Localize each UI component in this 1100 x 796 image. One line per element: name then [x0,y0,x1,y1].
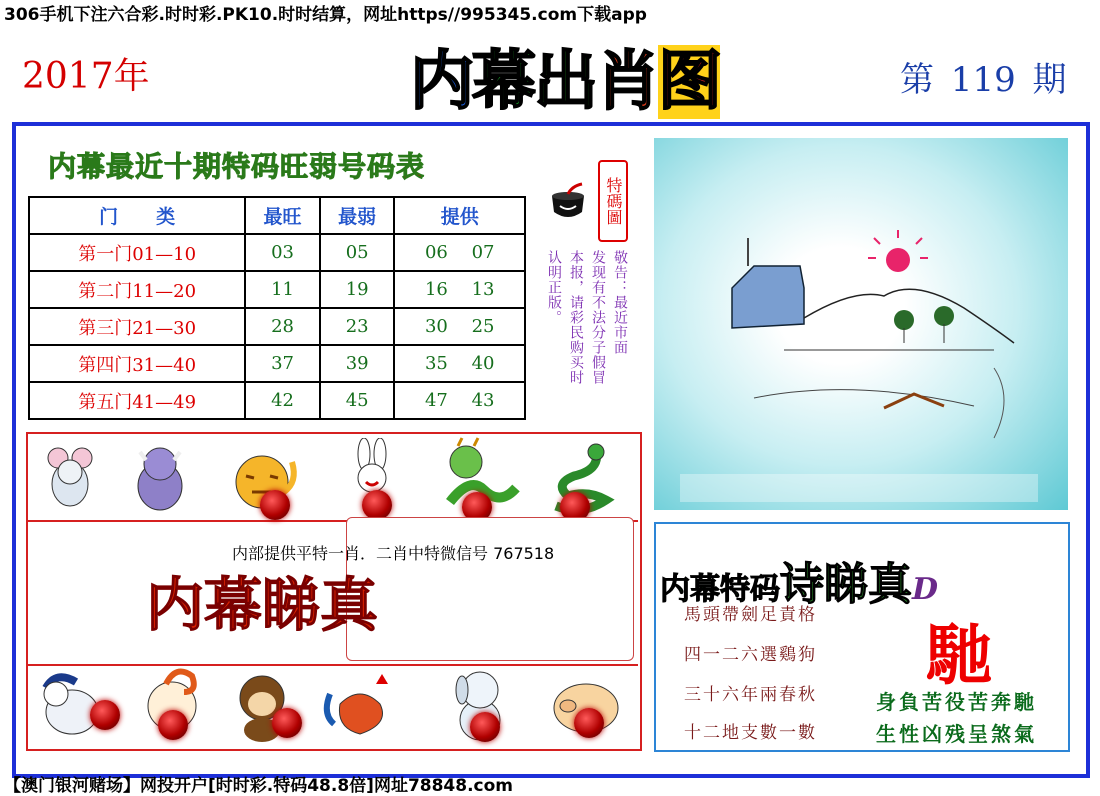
header-door: 门 类 [29,197,245,234]
landscape-image [654,138,1068,510]
notice-col-4: 认明正版。 [546,250,562,325]
tip-text: 内部提供平特一肖．二肖中特微信号 767518 [232,544,555,563]
main-title-char: 图 [658,45,720,119]
provide-cell: 30 25 [394,308,525,345]
main-title-char: 肖 [596,45,658,119]
hot-cell: 42 [245,382,320,419]
neimu-slogan: 内幕睇真 [146,571,379,639]
hot-cell: 28 [245,308,320,345]
header-hot: 最旺 [245,197,320,234]
cold-cell: 19 [320,271,395,308]
door-cell: 第二门11—20 [29,271,245,308]
ox-icon [128,438,192,514]
bottom-ad-banner: 【澳门银河赌场】网投开户[时时彩.特码48.8倍]网址78848.com [4,776,514,796]
door-cell: 第一门01—10 [29,234,245,271]
provide-cell: 06 07 [394,234,525,271]
provide-cell: 35 40 [394,345,525,382]
cold-cell: 45 [320,382,395,419]
poem-line: 馬頭帶劍足責格 [684,605,817,625]
table-row [29,345,525,382]
cold-cell: 23 [320,308,395,345]
landscape-drawing [654,138,1068,510]
tema-tag: 特碼圖 [598,160,628,242]
rat-icon [38,440,102,512]
notice-col-1: 敬告：最近市面 [612,250,628,355]
table-title: 内幕最近十期特码旺弱号码表 [48,150,426,183]
poem-big-line: 生性凶残呈煞氣 [876,722,1037,746]
main-title [410,30,720,122]
header-provide: 提供 [394,197,525,234]
poem-line: 三十六年兩春秋 [684,685,817,705]
provide-cell: 16 13 [394,271,525,308]
main-title-char: 幕 [472,45,534,119]
hot-cell: 11 [245,271,320,308]
red-ball [90,700,120,730]
door-cell: 第三门21—30 [29,308,245,345]
notice-col-2: 发现有不法分子假冒 [590,250,606,385]
header-cold: 最弱 [320,197,395,234]
table-header-row [29,197,525,234]
cold-cell: 05 [320,234,395,271]
code-table [28,196,526,420]
red-ball [470,712,500,742]
red-ball [158,710,188,740]
table-row [29,308,525,345]
poem-answer: 馳 [926,617,992,694]
door-cell: 第四门31—40 [29,345,245,382]
pot-icon [548,182,588,222]
poem-title-small: 内幕特码 [660,572,780,607]
red-ball [362,490,392,520]
red-ball [260,490,290,520]
poem-title-big: 诗睇真 [780,559,912,610]
poem-line: 十二地支數一數 [684,723,817,743]
poem-big-line: 身負苦役苦奔馳 [876,690,1037,714]
provide-cell: 47 43 [394,382,525,419]
notice-col-3: 本报，请彩民购买时 [568,250,584,385]
rooster-icon [320,664,404,742]
cold-cell: 39 [320,345,395,382]
issue-number: 第 119 期 [900,60,1067,100]
red-ball [272,708,302,738]
red-ball [574,708,604,738]
table-row [29,382,525,419]
door-cell: 第五门41—49 [29,382,245,419]
top-ad-banner: 306手机下注六合彩.时时彩.PK10.时时结算，网址https//995345.com下载app [4,5,647,25]
hot-cell: 37 [245,345,320,382]
table-row [29,234,525,271]
hot-cell: 03 [245,234,320,271]
main-title-char: 出 [534,45,596,119]
poem-line: 四一二六選鷄狗 [684,645,817,665]
table-row [29,271,525,308]
main-title-char: 内 [410,45,472,119]
tip-box [346,517,634,661]
poem-title-decoration: D [912,572,939,607]
year-label: 2017年 [22,56,150,97]
